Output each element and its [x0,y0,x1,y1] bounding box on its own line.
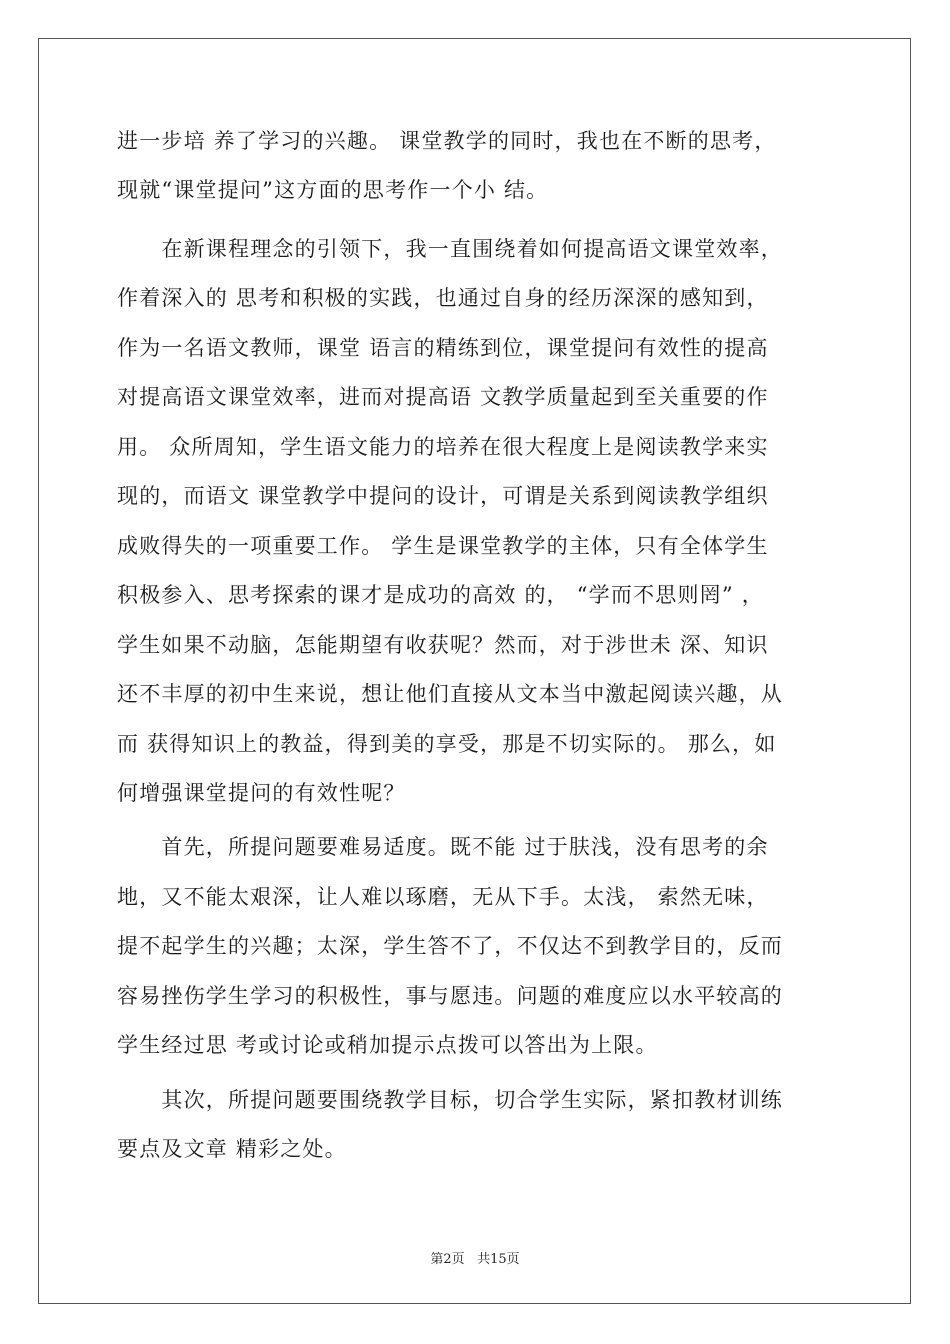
text-line: 用。 众所周知，学生语文能力的培养在很大程度上是阅读教学来实 [117,435,769,459]
page-footer [0,1248,950,1267]
page-number: 第2页 [430,1252,465,1267]
text-line: 要点及文章 精彩之处。 [117,1137,347,1161]
text-line: 成败得失的一项重要工作。 学生是课堂教学的主体，只有全体学生 [117,534,769,558]
text-line: 地，又不能太艰深，让人难以琢磨，无从下手。太浅， 索然无味， [117,885,769,909]
text-line: 作为一名语文教师，课堂 语言的精练到位，课堂提问有效性的提高 [117,336,769,360]
text-line: 在新课程理念的引领下，我一直围绕着如何提高语文课堂效率， [117,237,783,261]
text-line: 进一步培 养了学习的兴趣。 课堂教学的同时，我也在不断的思考， [117,129,777,153]
text-line: 积极参入、思考探索的课才是成功的高效 的， “学而不思则罔” ， [117,583,764,607]
text-line: 现就“课堂提问”这方面的思考作一个小 结。 [117,178,549,202]
text-line: 何增强课堂提问的有效性呢？ [117,781,406,805]
text-line: 其次，所提问题要围绕教学目标，切合学生实际，紧扣教材训练 [117,1088,783,1112]
text-line: 作着深入的 思考和积极的实践，也通过自身的经历深深的感知到， [117,286,769,310]
text-line: 现的，而语文 课堂教学中提问的设计，可谓是关系到阅读教学组织 [117,484,769,508]
text-line: 学生经过思 考或讨论或稍加提示点拨可以答出为上限。 [117,1033,658,1057]
text-line: 提不起学生的兴趣；太深，学生答不了，不仅达不到教学目的，反而 [117,934,783,958]
text-line: 对提高语文课堂效率，进而对提高语 文教学质量起到至关重要的作 [117,385,769,409]
text-line: 首先，所提问题要难易适度。既不能 过于肤浅，没有思考的余 [117,835,769,859]
text-line: 学生如果不动脑，怎能期望有收获呢？然而，对于涉世未 深、知识 [117,633,769,657]
page-total: 共15页 [477,1252,520,1267]
text-line: 容易挫伤学生学习的积极性，事与愿违。问题的难度应以水平较高的 [117,984,783,1008]
text-line: 而 获得知识上的教益，得到美的享受，那是不切实际的。 那么，如 [117,732,777,756]
text-line: 还不丰厚的初中生来说，想让他们直接从文本当中激起阅读兴趣，从 [117,682,783,706]
